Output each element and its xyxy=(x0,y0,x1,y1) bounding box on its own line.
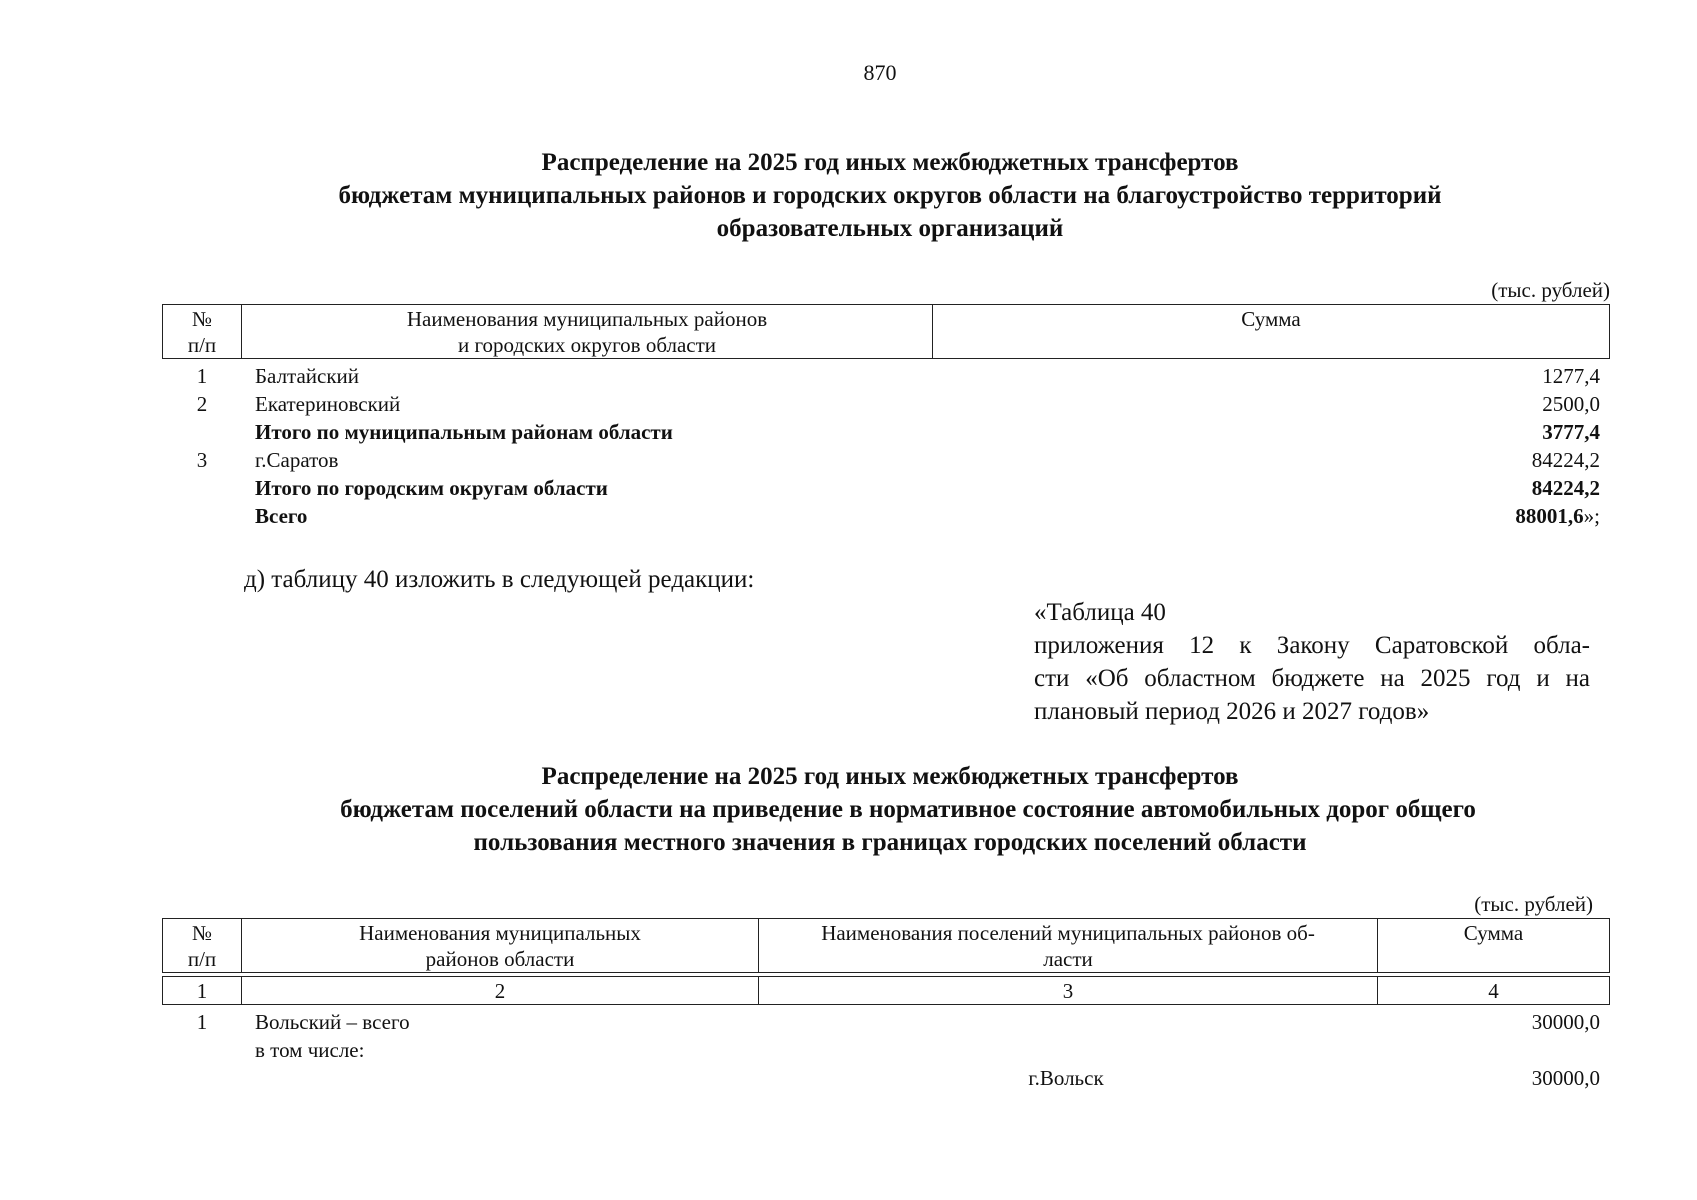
table1-title-line: Распределение на 2025 год иных межбюджетных трансфертов xyxy=(541,149,1239,176)
page-number: 870 xyxy=(863,60,897,85)
column-number: 3 xyxy=(759,977,1378,1005)
table1-header xyxy=(162,304,1610,359)
table2-title-line: Распределение на 2025 год иных межбюджетных трансфертов xyxy=(541,763,1239,790)
header-sum: Сумма xyxy=(933,305,1610,359)
table2-units: (тыс. рублей) xyxy=(1474,892,1593,916)
table-row-subtotal: Итого по муниципальным районам области 3777,4 xyxy=(255,420,1600,444)
header-num: № п/п xyxy=(163,919,242,973)
table-row: 1 Вольский – всего 30000,0 xyxy=(196,1010,1600,1034)
table-row: г.Вольск 30000,0 xyxy=(1028,1066,1600,1090)
table1-units: (тыс. рублей) xyxy=(1491,278,1610,302)
table-reference: «Таблица 40 приложения 12 к Закону Саратовской обла- сти «Об областном бюджете на 2025 год и на плановый период 2026 и 2027 годов» xyxy=(1034,599,1590,725)
table2-title xyxy=(160,760,1620,859)
table-row: в том числе: xyxy=(255,1038,365,1062)
header-settlement: Наименования поселений муниципальных районов об- ласти xyxy=(759,919,1378,973)
instruction-text: д) таблицу 40 изложить в следующей редакции: xyxy=(244,566,755,593)
table2-title-line: бюджетам поселений области на приведение в нормативное состояние автомобильных дорог общего xyxy=(340,796,1476,823)
table2-body xyxy=(162,1008,1610,1092)
table1-title-line: бюджетам муниципальных районов и городских округов области на благоустройство территорий xyxy=(338,182,1442,209)
column-number: 2 xyxy=(242,977,759,1005)
table-row-subtotal: Итого по городским округам области 84224,2 xyxy=(255,476,1600,500)
table1-title xyxy=(160,146,1620,245)
table-row-total: Всего 88001,6»; xyxy=(255,504,1600,528)
column-number: 4 xyxy=(1378,977,1610,1005)
table2-header xyxy=(162,918,1610,973)
table-row: 3 г.Саратов 84224,2 xyxy=(196,448,1600,472)
header-num: № п/п xyxy=(163,305,242,359)
table1-title-line: образовательных организаций xyxy=(716,215,1064,242)
column-number: 1 xyxy=(163,977,242,1005)
header-district: Наименования муниципальных районов области xyxy=(242,919,759,973)
table-row: 2 Екатериновский 2500,0 xyxy=(196,392,1600,416)
table-row: 1 Балтайский 1277,4 xyxy=(196,364,1600,388)
table1-body xyxy=(162,362,1610,530)
table2-title-line: пользования местного значения в границах городских поселений области xyxy=(473,829,1307,856)
table2-column-numbers xyxy=(162,976,1610,1005)
header-district-name: Наименования муниципальных районов и городских округов области xyxy=(242,305,933,359)
header-sum: Сумма xyxy=(1378,919,1610,973)
